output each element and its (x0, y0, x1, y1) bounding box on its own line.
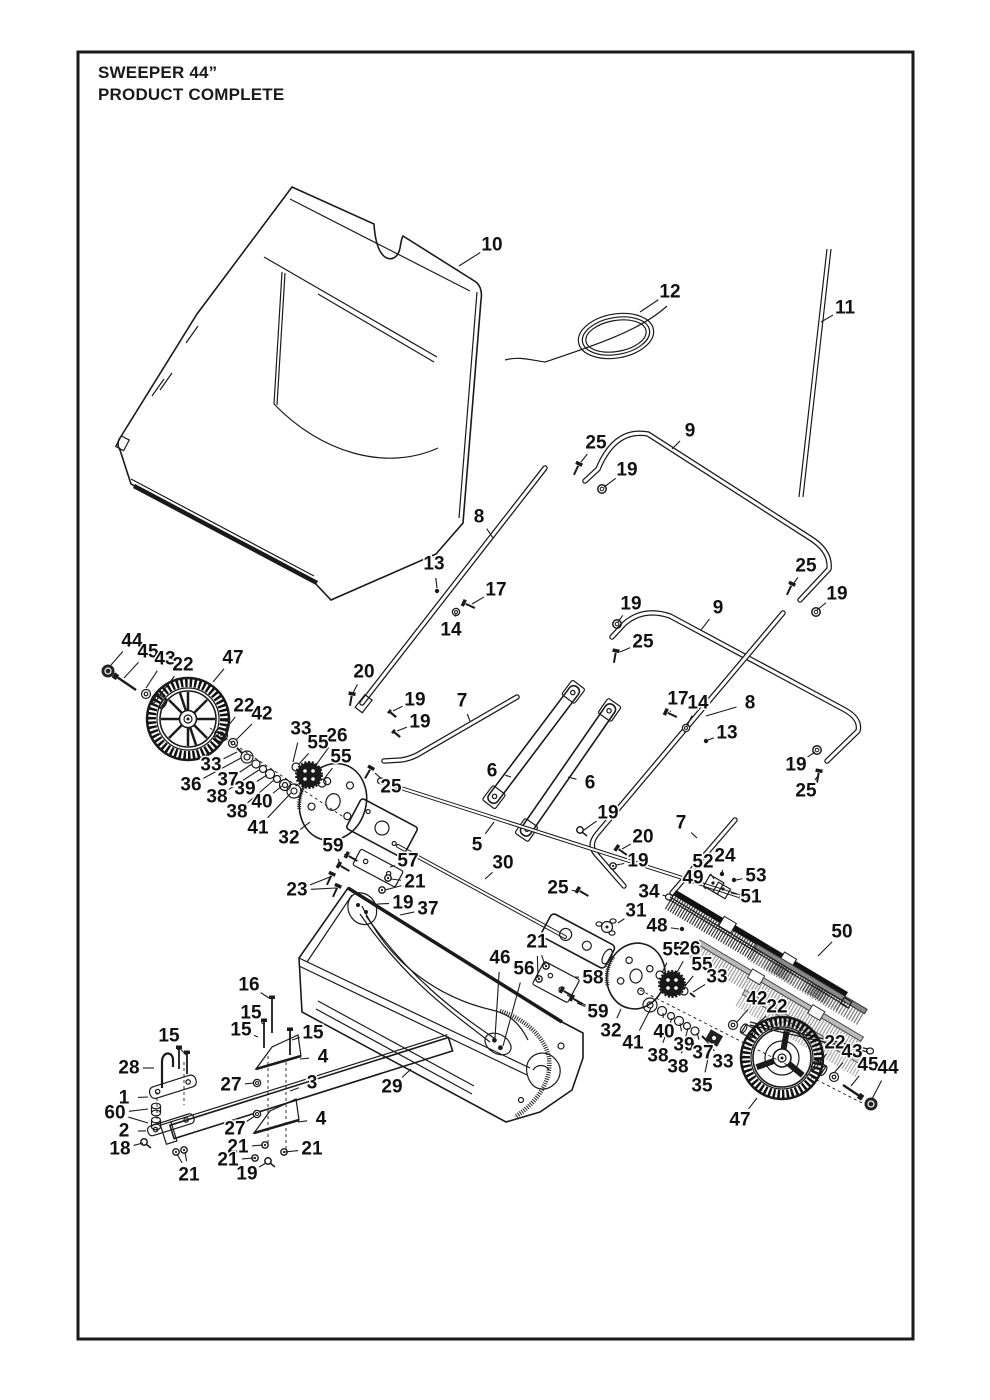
part-callout-24-62: 24 (714, 845, 736, 867)
title-line-2: PRODUCT COMPLETE (98, 85, 285, 105)
bolt-glyph (336, 861, 352, 874)
part-callout-38-84: 38 (647, 1045, 669, 1067)
part-callout-27-102: 27 (220, 1074, 242, 1096)
bolt-glyph (461, 599, 477, 611)
boltv-glyph (269, 996, 275, 1034)
nut-glyph (610, 863, 616, 869)
part-callout-43-22: 43 (154, 648, 176, 670)
part-callout-45-21: 45 (137, 641, 159, 663)
part-callout-56-72: 56 (513, 958, 535, 980)
part-callout-32-44: 32 (278, 827, 300, 849)
part-callout-58-73: 58 (582, 967, 604, 989)
part-callout-6-34: 6 (486, 760, 498, 782)
part-callout-26-31: 26 (326, 725, 348, 747)
part-callout-22-90: 22 (824, 1032, 846, 1054)
pin-glyph (391, 729, 401, 739)
part-callout-38-41: 38 (226, 801, 248, 823)
part-callout-25-9: 25 (795, 555, 817, 577)
nut-glyph (181, 1147, 187, 1153)
part-callout-59-74: 59 (587, 1001, 609, 1023)
part-callout-25-56: 25 (547, 877, 569, 899)
part-callout-15-96: 15 (240, 1002, 262, 1024)
leader-4 (298, 1121, 307, 1122)
part-callout-44-93: 44 (877, 1057, 899, 1079)
part-callout-5-48: 5 (471, 834, 483, 856)
clip-glyph (577, 827, 587, 836)
part-callout-37-87: 37 (692, 1042, 714, 1064)
leader-9 (672, 441, 680, 449)
leader-53 (736, 879, 742, 880)
part-callout-39-85: 39 (673, 1034, 695, 1056)
part-callout-45-92: 45 (857, 1054, 879, 1076)
part-callout-15-99: 15 (158, 1025, 180, 1047)
part-callout-15-98: 15 (302, 1022, 324, 1044)
left-wheel-drawing (147, 678, 229, 760)
leader-27 (245, 1083, 254, 1084)
part-callout-25-47: 25 (795, 780, 817, 802)
part-callout-50-69: 50 (831, 921, 853, 943)
part-callout-4-107: 4 (315, 1108, 327, 1130)
bolt-glyph (610, 648, 619, 663)
bolt-glyph (663, 708, 679, 720)
part-callout-21-70: 21 (526, 931, 548, 953)
part-callout-27-106: 27 (224, 1118, 246, 1140)
part-callout-23-52: 23 (286, 879, 308, 901)
leader-13 (708, 738, 714, 740)
part-callout-44-20: 44 (121, 630, 143, 652)
part-callout-46-71: 46 (489, 947, 511, 969)
leader-60 (129, 1109, 148, 1111)
leader-21 (177, 1154, 182, 1163)
part-callout-55-76: 55 (662, 939, 684, 961)
part-callout-33-36: 33 (200, 754, 222, 776)
part-callout-22-28: 22 (233, 695, 255, 717)
leader-19 (397, 727, 407, 731)
part-callout-38-39: 38 (206, 786, 228, 808)
part-callout-28-100: 28 (118, 1057, 140, 1079)
leader-33 (293, 743, 298, 762)
part-callout-10-0: 10 (481, 234, 503, 256)
part-callout-3-103: 3 (306, 1072, 318, 1094)
boltv-glyph (287, 1028, 293, 1056)
leader-15 (254, 1035, 258, 1037)
leader-44 (872, 1080, 882, 1099)
part-callout-37-38: 37 (217, 769, 239, 791)
part-callout-59-50: 59 (322, 835, 344, 857)
part-callout-33-30: 33 (290, 718, 312, 740)
leader-50 (818, 942, 832, 956)
part-callout-20-15: 20 (353, 661, 375, 683)
leader-20 (622, 844, 631, 849)
leader-24 (722, 870, 723, 873)
ring-glyph (613, 620, 621, 628)
part-callout-47-94: 47 (729, 1109, 751, 1131)
part-callout-41-82: 41 (622, 1032, 644, 1054)
part-callout-40-83: 40 (653, 1021, 675, 1043)
bolt-glyph (575, 886, 591, 899)
nut-glyph (385, 875, 391, 881)
part-callout-4-101: 4 (317, 1046, 329, 1068)
part-callout-16-95: 16 (238, 974, 260, 996)
part-callout-53-64: 53 (745, 865, 767, 887)
part-callout-19-114: 19 (236, 1163, 258, 1185)
part-callout-9-13: 9 (712, 597, 724, 619)
leader-25 (572, 890, 576, 891)
part-callout-13-7: 13 (423, 553, 445, 575)
bolt-glyph (330, 883, 342, 899)
leader-39 (257, 775, 267, 781)
part-callout-33-88: 33 (712, 1051, 734, 1073)
part-callout-41-43: 41 (247, 817, 269, 839)
nut-glyph (379, 887, 385, 893)
pin-glyph (387, 709, 397, 719)
leader-17 (472, 597, 484, 604)
part-callout-9-3: 9 (684, 420, 696, 442)
leader-25 (620, 648, 630, 652)
part-callout-14-17: 14 (687, 692, 709, 714)
part-callout-32-75: 32 (600, 1020, 622, 1042)
dot-glyph (680, 927, 684, 931)
leader-45 (851, 1076, 859, 1086)
leader-6 (505, 775, 511, 777)
leader-33 (693, 984, 705, 992)
part-callout-29-115: 29 (381, 1076, 403, 1098)
part-callout-22-23: 22 (172, 654, 194, 676)
hitch-drawing (146, 1035, 453, 1150)
part-callout-1-104: 1 (118, 1087, 130, 1109)
part-callout-14-11: 14 (440, 619, 462, 641)
upper-handle-drawing (585, 433, 829, 600)
part-callout-60-105: 60 (104, 1102, 126, 1124)
part-callout-21-112: 21 (217, 1149, 239, 1171)
part-callout-47-24: 47 (222, 647, 244, 669)
washer-glyph (682, 724, 689, 731)
leader-4 (300, 1058, 309, 1059)
part-callout-6-35: 6 (584, 772, 596, 794)
dot-glyph (704, 739, 708, 743)
title-line-1: SWEEPER 44” (98, 63, 218, 82)
part-callout-25-4: 25 (585, 432, 607, 454)
part-callout-2-108: 2 (118, 1120, 130, 1142)
part-callout-43-91: 43 (841, 1041, 863, 1063)
rod-drawing (799, 249, 831, 497)
leader-32 (300, 822, 310, 830)
leader-5 (485, 822, 494, 834)
leader-34 (663, 895, 666, 896)
part-callout-19-12: 19 (620, 593, 642, 615)
part-callout-48-68: 48 (646, 915, 668, 937)
part-callout-13-19: 13 (716, 722, 738, 744)
part-callout-8-6: 8 (473, 506, 485, 528)
leader-19 (584, 821, 597, 830)
part-callout-19-59: 19 (627, 850, 649, 872)
part-callout-35-89: 35 (691, 1075, 713, 1097)
part-callout-17-8: 17 (485, 579, 507, 601)
part-callout-19-10: 19 (826, 583, 848, 605)
washer-glyph (253, 1079, 260, 1086)
part-callout-19-46: 19 (785, 754, 807, 776)
part-callout-22-81: 22 (766, 996, 788, 1018)
left-brace-tube-drawing (355, 468, 545, 713)
leader-25 (581, 454, 587, 462)
bolt-glyph (346, 691, 355, 706)
leader-47 (749, 1098, 757, 1109)
part-callout-55-78: 55 (691, 954, 713, 976)
leader-19 (616, 864, 624, 865)
leader-40 (273, 786, 282, 793)
part-callout-38-86: 38 (667, 1056, 689, 1078)
leader-33 (224, 752, 237, 759)
leader-32 (617, 1009, 621, 1018)
part-callout-20-58: 20 (632, 826, 654, 848)
part-callout-55-32: 55 (307, 732, 329, 754)
leader-17 (670, 711, 671, 712)
leader-60 (128, 1117, 148, 1123)
leader-19 (259, 1163, 266, 1167)
leader-12 (640, 300, 658, 312)
leader-23 (311, 888, 336, 889)
leader-21 (537, 956, 538, 978)
leader-7 (467, 714, 470, 721)
leader-16 (261, 993, 269, 998)
leader-25 (794, 577, 798, 583)
part-callout-17-16: 17 (667, 688, 689, 710)
coupler-drawing (596, 919, 616, 935)
part-callout-21-111: 21 (301, 1138, 323, 1160)
leader-19 (817, 603, 826, 610)
part-callout-19-57: 19 (597, 802, 619, 824)
leader-7 (691, 833, 697, 838)
part-callout-25-14: 25 (632, 631, 654, 653)
leader-55 (299, 753, 309, 764)
nut-glyph (173, 1149, 179, 1155)
leader-29 (402, 1069, 411, 1077)
part-callout-42-29: 42 (251, 703, 273, 725)
bolt-glyph (571, 461, 583, 477)
right-wheel-drawing (741, 1017, 823, 1099)
part-callout-55-33: 55 (330, 746, 352, 768)
part-callout-31-67: 31 (625, 900, 647, 922)
leader-43 (834, 1063, 843, 1073)
leader-31 (618, 919, 624, 923)
part-callout-40-42: 40 (251, 791, 273, 813)
part-callout-21-110: 21 (227, 1136, 249, 1158)
leader-3 (290, 1088, 299, 1091)
part-callout-19-5: 19 (616, 459, 638, 481)
nut-glyph (536, 976, 542, 982)
leader-45 (124, 662, 139, 678)
part-callout-19-26: 19 (409, 711, 431, 733)
part-callout-19-54: 19 (392, 892, 414, 914)
part-callout-7-27: 7 (456, 690, 468, 712)
gearbox-left (346, 798, 418, 858)
leader-30 (485, 872, 493, 879)
bolt-glyph (362, 765, 375, 781)
part-callout-49-63: 49 (682, 867, 704, 889)
leader-47 (213, 669, 224, 682)
part-callout-52-61: 52 (692, 851, 714, 873)
leader-19 (808, 752, 815, 757)
leader-19 (604, 478, 616, 487)
part-callout-57-51: 57 (397, 850, 419, 872)
leader-42 (737, 1010, 748, 1022)
part-callout-30-49: 30 (492, 852, 514, 874)
leader-9 (701, 619, 709, 630)
part-callout-39-40: 39 (234, 778, 256, 800)
leader-44 (111, 652, 123, 665)
hopper-drawing (116, 187, 482, 600)
leader-10 (459, 253, 480, 266)
rail-left (482, 680, 585, 809)
part-callout-11-2: 11 (834, 297, 856, 319)
part-callout-7-60: 7 (675, 812, 687, 834)
part-callout-18-109: 18 (109, 1138, 131, 1160)
part-callout-36-37: 36 (180, 774, 202, 796)
part-callout-21-53: 21 (404, 871, 426, 893)
leader-37 (240, 764, 252, 772)
leader-19 (393, 706, 402, 711)
nut-glyph (543, 963, 549, 969)
part-callout-12-1: 12 (659, 281, 681, 303)
leader-48 (671, 928, 679, 929)
leader-43 (146, 671, 157, 688)
leader-13 (436, 578, 437, 588)
part-callout-26-77: 26 (679, 938, 701, 960)
part-callout-21-113: 21 (178, 1164, 200, 1186)
clip-glyph (265, 1158, 275, 1167)
leader-41 (639, 1008, 651, 1031)
dot-glyph (732, 878, 736, 882)
leader-42 (236, 724, 252, 740)
part-callout-8-18: 8 (744, 692, 756, 714)
part-callout-33-79: 33 (706, 966, 728, 988)
part-callout-15-97: 15 (230, 1019, 252, 1041)
part-callout-34-65: 34 (638, 881, 660, 903)
right-brace-tube-drawing (592, 613, 783, 886)
part-callout-51-66: 51 (740, 886, 762, 908)
part-callout-37-55: 37 (417, 898, 439, 920)
leader-20 (353, 684, 358, 693)
dot-glyph (435, 589, 439, 593)
leader-27 (247, 1116, 255, 1121)
leader-55 (685, 976, 693, 986)
leader-8 (706, 707, 737, 716)
part-callout-42-80: 42 (746, 988, 768, 1010)
part-callout-19-25: 19 (404, 689, 426, 711)
part-callout-25-45: 25 (380, 776, 402, 798)
